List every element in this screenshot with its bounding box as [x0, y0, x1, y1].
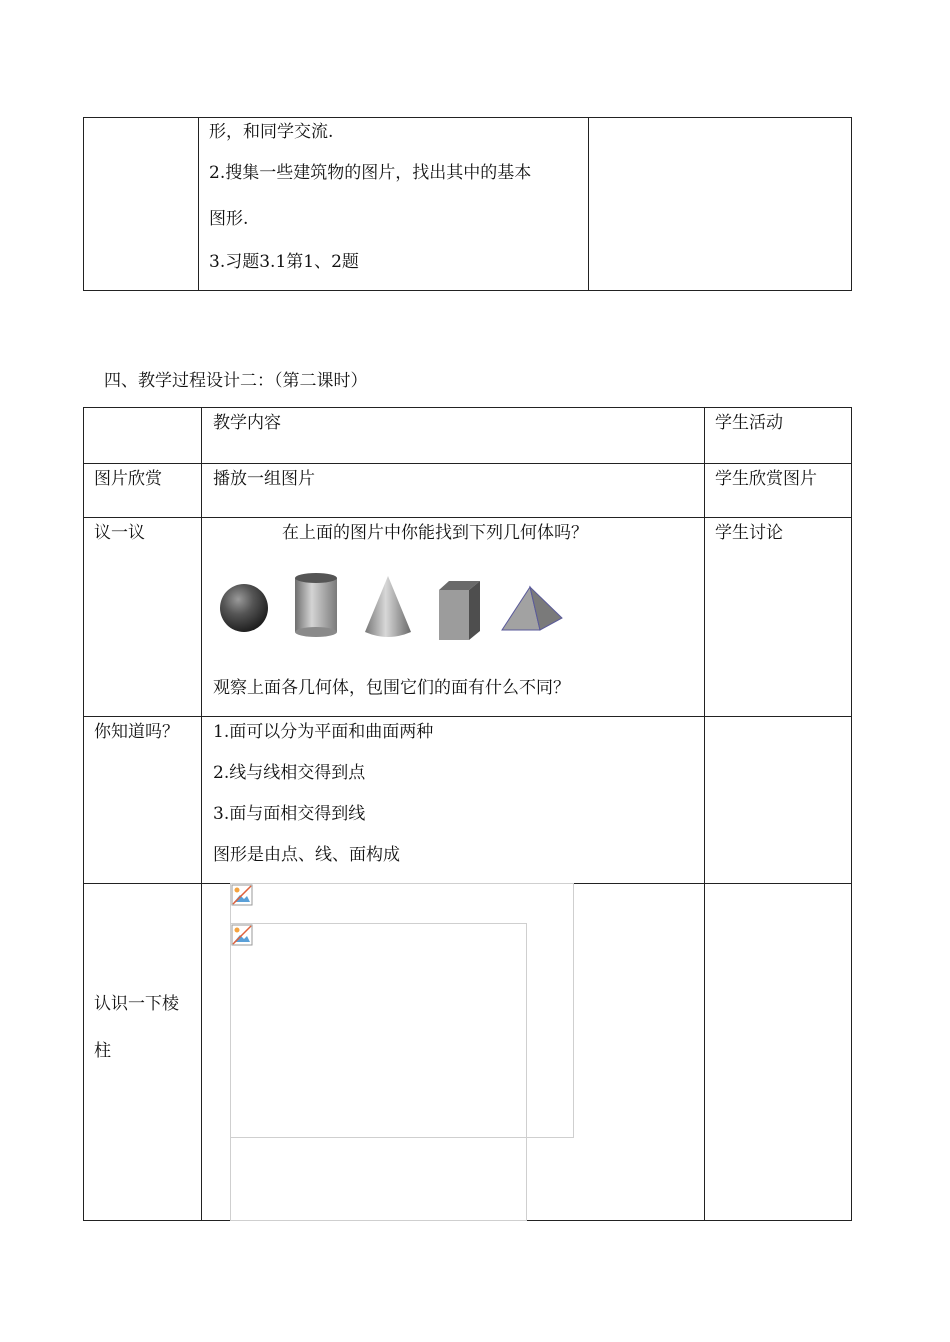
- row-activity-pictures: 学生欣赏图片: [715, 469, 817, 489]
- table1-line-4: 3.习题3.1第1、2题: [209, 252, 359, 272]
- cylinder-icon: [292, 572, 340, 638]
- broken-image-icon: [231, 884, 253, 906]
- discuss-observe: 观察上面各几何体，包围它们的面有什么不同？: [213, 678, 570, 698]
- row-label-pictures: 图片欣赏: [94, 469, 162, 489]
- row-label-prism-2: 柱: [94, 1041, 111, 1061]
- discuss-question: 在上面的图片中你能找到下列几何体吗？: [282, 523, 588, 543]
- row-label-prism-1: 认识一下棱: [94, 994, 179, 1014]
- sphere-icon: [218, 582, 270, 634]
- know-item-1: 1.面可以分为平面和曲面两种: [213, 722, 434, 742]
- know-item-2: 2.线与线相交得到点: [213, 763, 366, 783]
- row-activity-discuss: 学生讨论: [715, 523, 783, 543]
- table1-line-3: 图形.: [209, 209, 249, 229]
- header-content: 教学内容: [213, 413, 281, 433]
- section-heading: 四、教学过程设计二：（第二课时）: [104, 371, 368, 391]
- row-label-discuss: 议一议: [94, 523, 145, 543]
- pyramid-icon: [500, 584, 564, 634]
- header-activity: 学生活动: [715, 413, 783, 433]
- know-item-4: 图形是由点、线、面构成: [213, 845, 400, 865]
- table1-line-2: 2.搜集一些建筑物的图片，找出其中的基本: [209, 163, 532, 183]
- row-label-know: 你知道吗？: [94, 722, 179, 742]
- cuboid-icon: [437, 578, 483, 642]
- broken-image-icon: [231, 924, 253, 946]
- cone-icon: [362, 574, 414, 640]
- table1-line-1: 形，和同学交流.: [209, 122, 334, 142]
- row-content-pictures: 播放一组图片: [213, 469, 315, 489]
- image-placeholder-2: [230, 923, 527, 1221]
- know-item-3: 3.面与面相交得到线: [213, 804, 366, 824]
